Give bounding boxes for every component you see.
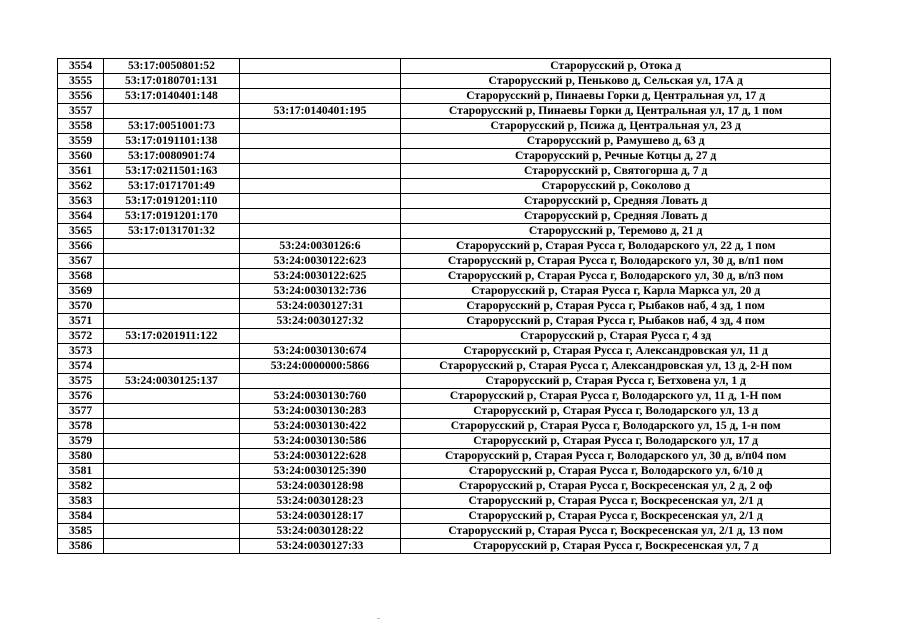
address-cell: Старорусский р, Пинаевы Горки д, Центральная ул, 17 д, 1 пом [401,104,831,119]
room-cadastral-number-cell [239,89,401,104]
table-row [58,479,831,494]
row-number-cell: 3557 [58,104,104,119]
row-number-cell: 3574 [58,359,104,374]
object-cadastral-number-cell [104,314,240,329]
address-cell: Старорусский р, Старая Русса г, Володарского ул, 11 д, 1-Н пом [401,389,831,404]
table-row [58,314,831,329]
row-number-cell: 3579 [58,434,104,449]
object-cadastral-number-cell [104,299,240,314]
table-row [58,104,831,119]
room-cadastral-number-cell: 53:24:0030125:390 [239,464,401,479]
room-cadastral-number-cell: 53:24:0030130:422 [239,419,401,434]
object-cadastral-number-cell [104,449,240,464]
object-cadastral-number-cell: 53:17:0080901:74 [104,149,240,164]
address-cell: Старорусский р, Средняя Ловать д [401,194,831,209]
address-cell: Старорусский р, Святогорша д, 7 д [401,164,831,179]
row-number-cell: 3577 [58,404,104,419]
object-cadastral-number-cell: 53:17:0051001:73 [104,119,240,134]
row-number-cell: 3565 [58,224,104,239]
object-cadastral-number-cell [104,254,240,269]
table-row [58,404,831,419]
object-cadastral-number-cell [104,344,240,359]
row-number-cell: 3575 [58,374,104,389]
room-cadastral-number-cell: 53:24:0030128:17 [239,509,401,524]
table-row [58,164,831,179]
row-number-cell: 3560 [58,149,104,164]
room-cadastral-number-cell: 53:24:0000000:5866 [239,359,401,374]
row-number-cell: 3576 [58,389,104,404]
object-cadastral-number-cell: 53:17:0131701:32 [104,224,240,239]
row-number-cell: 3555 [58,74,104,89]
address-cell: Старорусский р, Псижа д, Центральная ул, 23 д [401,119,831,134]
room-cadastral-number-cell: 53:24:0030122:625 [239,269,401,284]
object-cadastral-number-cell [104,359,240,374]
object-cadastral-number-cell: 53:17:0191201:170 [104,209,240,224]
row-number-cell: 3567 [58,254,104,269]
room-cadastral-number-cell [239,119,401,134]
object-cadastral-number-cell: 53:17:0180701:131 [104,74,240,89]
table-row [58,329,831,344]
row-number-cell: 3566 [58,239,104,254]
object-cadastral-number-cell [104,389,240,404]
row-number-cell: 3583 [58,494,104,509]
row-number-cell: 3556 [58,89,104,104]
table-row [58,209,831,224]
address-cell: Старорусский р, Старая Русса г, 4 зд [401,329,831,344]
object-cadastral-number-cell: 53:17:0191101:138 [104,134,240,149]
room-cadastral-number-cell [239,59,401,74]
address-cell: Старорусский р, Старая Русса г, Александровская ул, 13 д, 2-Н пом [401,359,831,374]
object-cadastral-number-cell [104,479,240,494]
registry-table-body [58,59,831,554]
table-row [58,119,831,134]
row-number-cell: 3559 [58,134,104,149]
room-cadastral-number-cell: 53:24:0030130:760 [239,389,401,404]
row-number-cell: 3570 [58,299,104,314]
row-number-cell: 3582 [58,479,104,494]
address-cell: Старорусский р, Старая Русса г, Рыбаков наб, 4 зд, 1 пом [401,299,831,314]
object-cadastral-number-cell [104,434,240,449]
row-number-cell: 3561 [58,164,104,179]
property-registry-table [57,58,831,554]
object-cadastral-number-cell: 53:17:0211501:163 [104,164,240,179]
table-row [58,419,831,434]
address-cell: Старорусский р, Старая Русса г, Воскресенская ул, 2/1 д [401,509,831,524]
scan-speck [377,618,380,619]
room-cadastral-number-cell: 53:24:0030122:623 [239,254,401,269]
room-cadastral-number-cell: 53:24:0030128:22 [239,524,401,539]
object-cadastral-number-cell: 53:24:0030125:137 [104,374,240,389]
room-cadastral-number-cell: 53:24:0030122:628 [239,449,401,464]
table-row [58,239,831,254]
table-row [58,299,831,314]
object-cadastral-number-cell [104,419,240,434]
room-cadastral-number-cell: 53:24:0030127:32 [239,314,401,329]
address-cell: Старорусский р, Старая Русса г, Воскресенская ул, 2/1 д, 13 пом [401,524,831,539]
object-cadastral-number-cell [104,104,240,119]
table-row [58,344,831,359]
row-number-cell: 3569 [58,284,104,299]
object-cadastral-number-cell: 53:17:0201911:122 [104,329,240,344]
room-cadastral-number-cell: 53:24:0030130:586 [239,434,401,449]
address-cell: Старорусский р, Пеньково д, Сельская ул, 17А д [401,74,831,89]
room-cadastral-number-cell: 53:24:0030132:736 [239,284,401,299]
object-cadastral-number-cell [104,494,240,509]
room-cadastral-number-cell: 53:24:0030128:98 [239,479,401,494]
row-number-cell: 3580 [58,449,104,464]
table-row [58,434,831,449]
room-cadastral-number-cell [239,179,401,194]
table-row [58,224,831,239]
object-cadastral-number-cell: 53:17:0191201:110 [104,194,240,209]
table-row [58,89,831,104]
table-row [58,359,831,374]
object-cadastral-number-cell [104,239,240,254]
room-cadastral-number-cell [239,374,401,389]
object-cadastral-number-cell [104,404,240,419]
table-row [58,59,831,74]
address-cell: Старорусский р, Теремово д, 21 д [401,224,831,239]
table-row [58,74,831,89]
table-row [58,374,831,389]
address-cell: Старорусский р, Средняя Ловать д [401,209,831,224]
row-number-cell: 3563 [58,194,104,209]
address-cell: Старорусский р, Старая Русса г, Володарского ул, 30 д, в/п04 пом [401,449,831,464]
table-row [58,449,831,464]
room-cadastral-number-cell: 53:24:0030130:674 [239,344,401,359]
room-cadastral-number-cell: 53:24:0030127:33 [239,539,401,554]
room-cadastral-number-cell: 53:17:0140401:195 [239,104,401,119]
row-number-cell: 3571 [58,314,104,329]
room-cadastral-number-cell [239,209,401,224]
address-cell: Старорусский р, Старая Русса г, Володарского ул, 30 д, в/п1 пом [401,254,831,269]
table-row [58,509,831,524]
address-cell: Старорусский р, Старая Русса г, Воскресенская ул, 7 д [401,539,831,554]
address-cell: Старорусский р, Старая Русса г, Володарского ул, 30 д, в/п3 пом [401,269,831,284]
table-row [58,494,831,509]
address-cell: Старорусский р, Старая Русса г, Воскресенская ул, 2 д, 2 оф [401,479,831,494]
object-cadastral-number-cell [104,524,240,539]
address-cell: Старорусский р, Старая Русса г, Карла Маркса ул, 20 д [401,284,831,299]
address-cell: Старорусский р, Отока д [401,59,831,74]
object-cadastral-number-cell: 53:17:0050801:52 [104,59,240,74]
address-cell: Старорусский р, Старая Русса г, Рыбаков наб, 4 зд, 4 пом [401,314,831,329]
room-cadastral-number-cell: 53:24:0030130:283 [239,404,401,419]
room-cadastral-number-cell: 53:24:0030127:31 [239,299,401,314]
object-cadastral-number-cell [104,284,240,299]
address-cell: Старорусский р, Старая Русса г, Бетховена ул, 1 д [401,374,831,389]
row-number-cell: 3554 [58,59,104,74]
table-row [58,464,831,479]
row-number-cell: 3568 [58,269,104,284]
room-cadastral-number-cell [239,164,401,179]
row-number-cell: 3584 [58,509,104,524]
row-number-cell: 3558 [58,119,104,134]
room-cadastral-number-cell [239,329,401,344]
object-cadastral-number-cell [104,269,240,284]
object-cadastral-number-cell [104,539,240,554]
row-number-cell: 3585 [58,524,104,539]
table-row [58,194,831,209]
address-cell: Старорусский р, Рамушево д, 63 д [401,134,831,149]
table-row [58,179,831,194]
object-cadastral-number-cell [104,464,240,479]
address-cell: Старорусский р, Старая Русса г, Володарского ул, 22 д, 1 пом [401,239,831,254]
table-row [58,134,831,149]
address-cell: Старорусский р, Старая Русса г, Володарского ул, 17 д [401,434,831,449]
room-cadastral-number-cell: 53:24:0030128:23 [239,494,401,509]
table-row [58,254,831,269]
row-number-cell: 3562 [58,179,104,194]
room-cadastral-number-cell [239,74,401,89]
object-cadastral-number-cell [104,509,240,524]
row-number-cell: 3581 [58,464,104,479]
object-cadastral-number-cell: 53:17:0140401:148 [104,89,240,104]
table-row [58,539,831,554]
address-cell: Старорусский р, Старая Русса г, Володарского ул, 6/10 д [401,464,831,479]
table-row [58,524,831,539]
address-cell: Старорусский р, Речные Котцы д, 27 д [401,149,831,164]
table-row [58,284,831,299]
address-cell: Старорусский р, Пинаевы Горки д, Центральная ул, 17 д [401,89,831,104]
row-number-cell: 3564 [58,209,104,224]
row-number-cell: 3578 [58,419,104,434]
address-cell: Старорусский р, Старая Русса г, Воскресенская ул, 2/1 д [401,494,831,509]
object-cadastral-number-cell: 53:17:0171701:49 [104,179,240,194]
address-cell: Старорусский р, Старая Русса г, Володарского ул, 15 д, 1-н пом [401,419,831,434]
table-row [58,269,831,284]
table-row [58,389,831,404]
row-number-cell: 3572 [58,329,104,344]
room-cadastral-number-cell: 53:24:0030126:6 [239,239,401,254]
room-cadastral-number-cell [239,149,401,164]
address-cell: Старорусский р, Старая Русса г, Володарского ул, 13 д [401,404,831,419]
address-cell: Старорусский р, Соколово д [401,179,831,194]
row-number-cell: 3586 [58,539,104,554]
room-cadastral-number-cell [239,194,401,209]
room-cadastral-number-cell [239,224,401,239]
row-number-cell: 3573 [58,344,104,359]
address-cell: Старорусский р, Старая Русса г, Александровская ул, 11 д [401,344,831,359]
table-row [58,149,831,164]
room-cadastral-number-cell [239,134,401,149]
